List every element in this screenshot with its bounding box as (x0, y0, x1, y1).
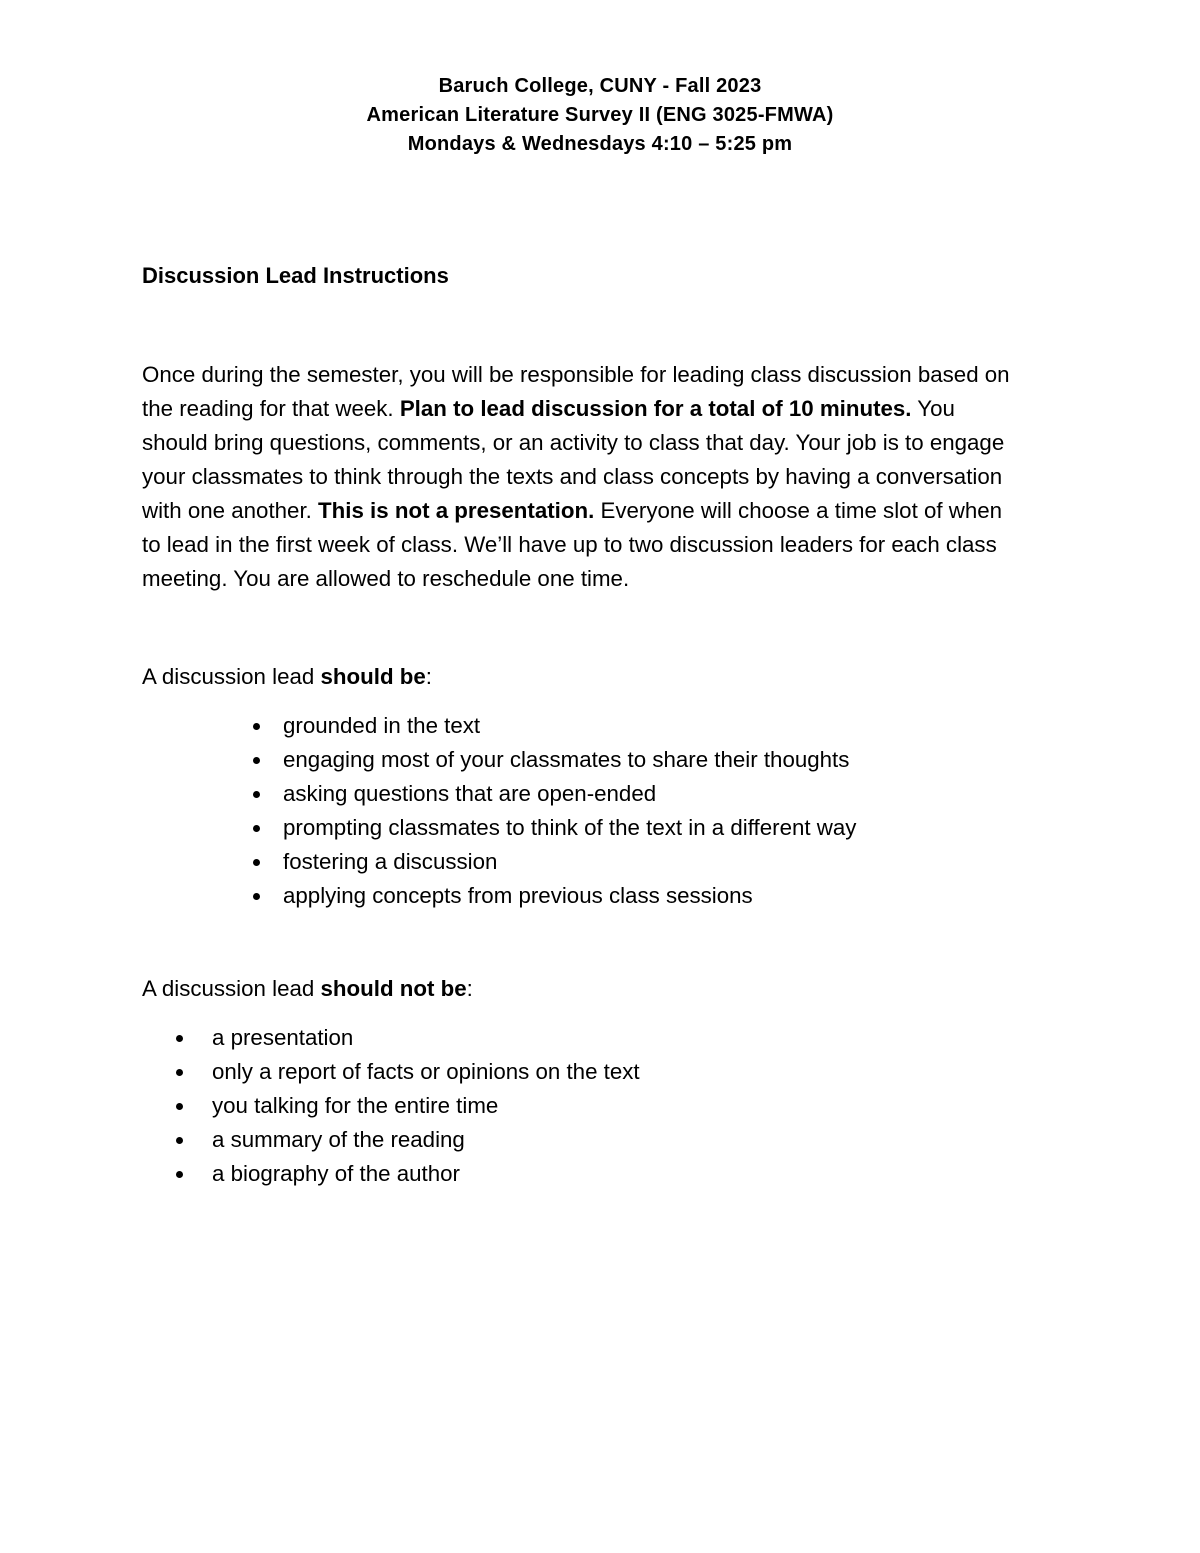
list-item (212, 1089, 640, 1123)
header-schedule: Mondays & Wednesdays 4:10 – 5:25 pm (407, 133, 793, 155)
course-header (0, 72, 1200, 159)
paragraph-line: should bring questions, comments, or an activity to class that day. Your job is to engage (142, 430, 1005, 455)
intro-colon: : (425, 664, 432, 689)
list-item (212, 1021, 640, 1055)
should-not-be-list (212, 1021, 640, 1191)
paragraph-text: the reading for that week. (142, 396, 400, 421)
bullet-icon (253, 757, 260, 764)
bullet-icon (253, 859, 260, 866)
list-item-text: applying concepts from previous class sessions (283, 883, 753, 908)
intro-text: A discussion lead (142, 976, 321, 1001)
paragraph-emphasis-duration: Plan to lead discussion for a total of 10 minutes. (399, 396, 912, 421)
bullet-icon (253, 723, 260, 730)
should-be-list (283, 709, 856, 913)
list-item (283, 879, 856, 913)
should-not-be-intro (142, 972, 473, 1006)
paragraph-line (142, 494, 1062, 528)
list-item (212, 1157, 640, 1191)
should-be-intro (142, 660, 432, 694)
bullet-icon (253, 825, 260, 832)
bullet-icon (176, 1069, 183, 1076)
bullet-icon (176, 1035, 183, 1042)
list-item (212, 1055, 640, 1089)
list-item (283, 709, 856, 743)
paragraph-line: your classmates to think through the texts and class concepts by having a conversation (142, 464, 1003, 489)
list-item (283, 743, 856, 777)
bullet-icon (176, 1103, 183, 1110)
intro-colon: : (466, 976, 473, 1001)
bullet-icon (176, 1137, 183, 1144)
paragraph-text: Everyone will choose a time slot of when (594, 498, 1003, 523)
bullet-icon (253, 791, 260, 798)
list-item-text: grounded in the text (283, 713, 481, 738)
paragraph-line: meeting. You are allowed to reschedule one time. (142, 566, 630, 591)
list-item (212, 1123, 640, 1157)
paragraph-line: Once during the semester, you will be responsible for leading class discussion based on (142, 362, 1010, 387)
instructions-paragraph (142, 358, 1062, 596)
bullet-icon (176, 1171, 183, 1178)
paragraph-line: to lead in the first week of class. We’ll have up to two discussion leaders for each class (142, 532, 997, 557)
header-college-term: Baruch College, CUNY - Fall 2023 (438, 75, 762, 97)
header-course-name: American Literature Survey II (ENG 3025-FMWA) (366, 104, 834, 126)
list-item (283, 777, 856, 811)
list-item (283, 811, 856, 845)
paragraph-text: with one another. (142, 498, 319, 523)
list-item-text: prompting classmates to think of the text in a different way (283, 815, 857, 840)
page-title: Discussion Lead Instructions (142, 263, 449, 288)
list-item (283, 845, 856, 879)
list-item-text: engaging most of your classmates to share their thoughts (283, 747, 850, 772)
intro-text: A discussion lead (142, 664, 321, 689)
list-item-text: only a report of facts or opinions on the text (212, 1059, 640, 1084)
paragraph-emphasis-not-presentation: This is not a presentation. (318, 498, 595, 523)
intro-emphasis: should be (320, 664, 426, 689)
bullet-icon (253, 893, 260, 900)
list-item-text: a summary of the reading (212, 1127, 465, 1152)
list-item-text: fostering a discussion (283, 849, 498, 874)
list-item-text: a biography of the author (212, 1161, 460, 1186)
list-item-text: a presentation (212, 1025, 354, 1050)
paragraph-text: You (911, 396, 955, 421)
paragraph-line (142, 392, 1062, 426)
list-item-text: you talking for the entire time (212, 1093, 499, 1118)
intro-emphasis: should not be (320, 976, 467, 1001)
list-item-text: asking questions that are open-ended (283, 781, 657, 806)
